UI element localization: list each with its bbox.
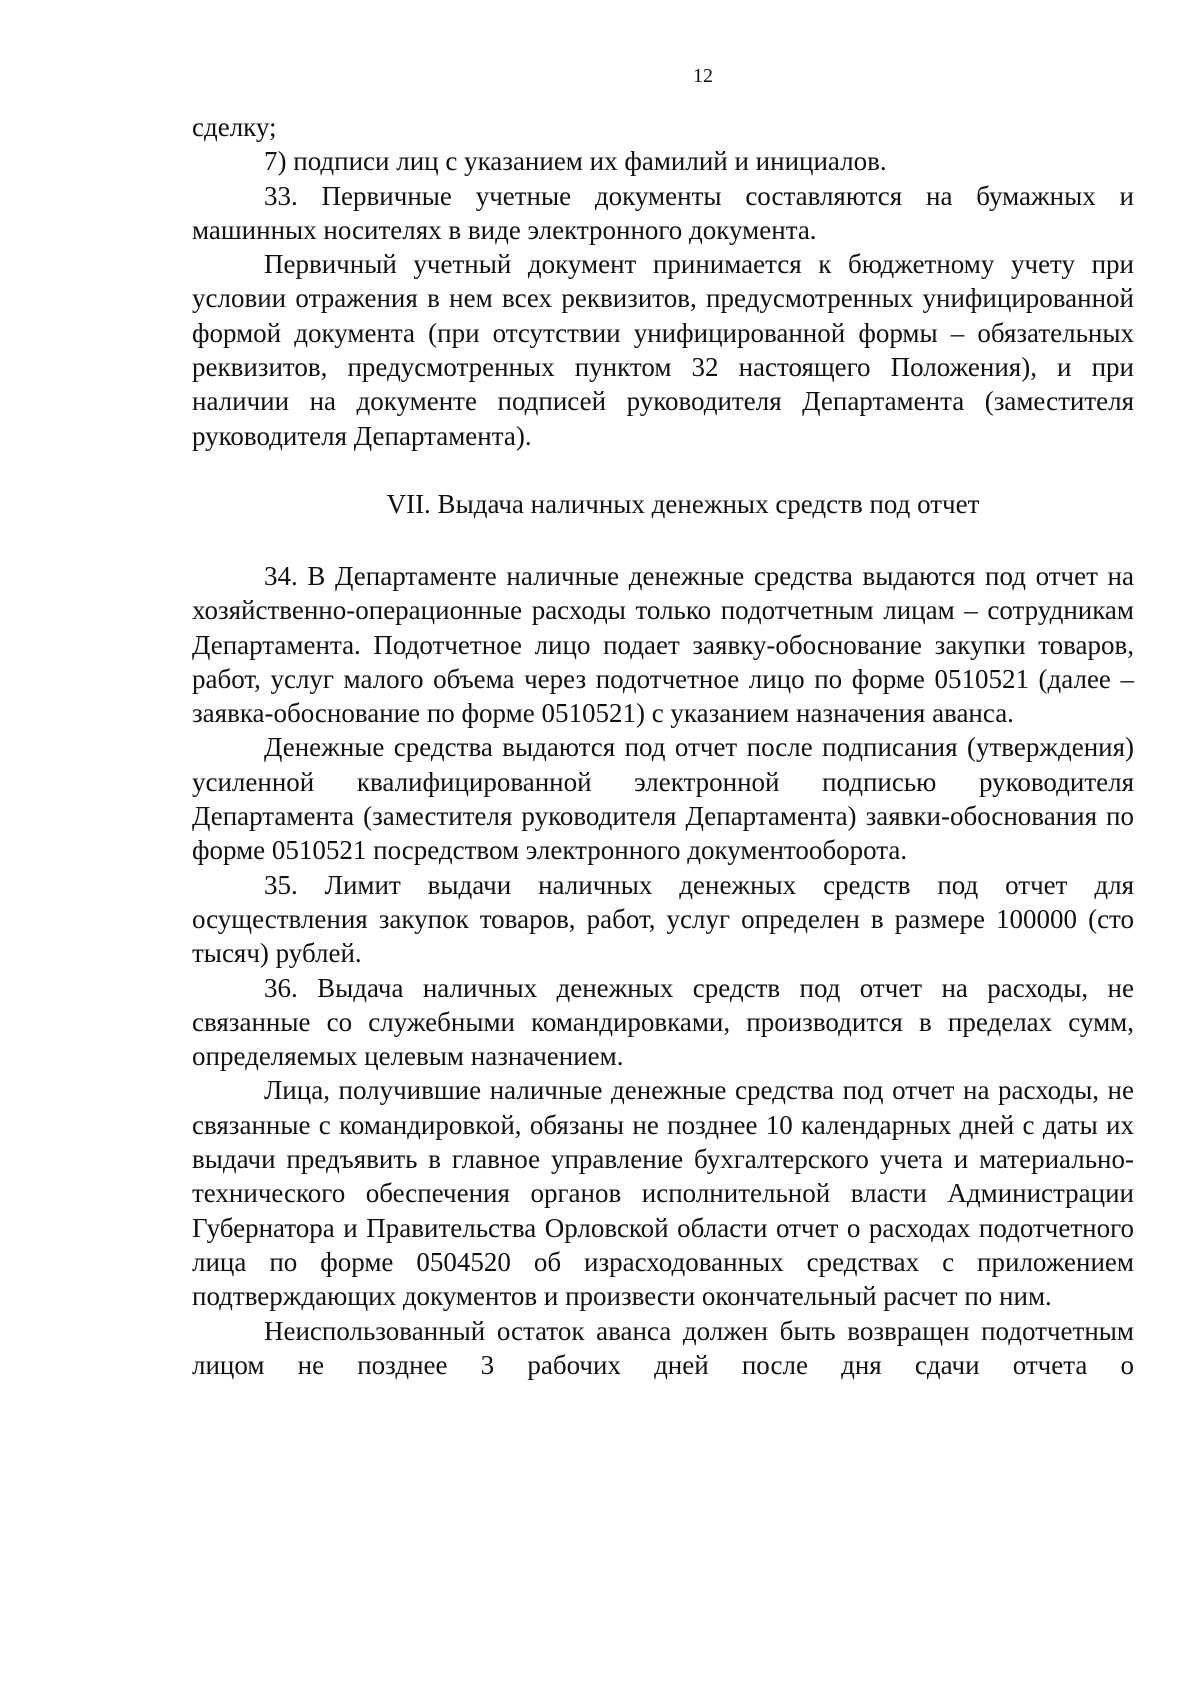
paragraph-34: 34. В Департаменте наличные денежные средства выдаются под отчет на хозяйственно-операционные расходы только подотчетным лицам – сотрудникам Департамента. Подотчетное лицо подает заявку-обоснование закупки товаров, работ, услуг малого объема через подотчетное лицо по форме 0510521 (далее – заявка-обоснование по форме 0510521) с указанием назначения аванса. <box>192 560 1134 729</box>
paragraph-33: 33. Первичные учетные документы составляются на бумажных и машинных носителях в виде электронного документа. <box>192 180 1134 245</box>
paragraph-33-acceptance: Первичный учетный документ принимается к бюджетному учету при условии отражения в нем всех реквизитов, предусмотренных унифицированной формой документа (при отсутствии унифицированной формы – обязательных реквизитов, предусмотренных пунктом 32 настоящего Положения), и при наличии на документе подписей руководителя Департамента (заместителя руководителя Департамента). <box>192 249 1134 451</box>
paragraph-35: 35. Лимит выдачи наличных денежных средств под отчет для осуществления закупок товаров, работ, услуг определен в размере 100000 (сто тысяч) рублей. <box>192 869 1134 969</box>
paragraph-36: 36. Выдача наличных денежных средств под отчет на расходы, не связанные со служебными командировками, производится в пределах сумм, определяемых целевым назначением. <box>192 972 1134 1072</box>
paragraph-36-remainder: Неиспользованный остаток аванса должен быть возвращен подотчетным лицом не позднее 3 рабочих дней после дня сдачи отчета о <box>192 1315 1134 1380</box>
page-number: 12 <box>693 65 713 87</box>
section-heading: VII. Выдача наличных денежных средств под отчет <box>386 488 980 519</box>
paragraph-34-issuance: Денежные средства выдаются под отчет после подписания (утверждения) усиленной квалифицированной электронной подписью руководителя Департамента (заместителя руководителя Департамента) заявки-обоснования по форме 0510521 посредством электронного документооборота. <box>192 732 1134 866</box>
paragraph-36-report: Лица, получившие наличные денежные средства под отчет на расходы, не связанные с командировкой, обязаны не позднее 10 календарных дней с даты их выдачи предъявить в главное управление бухгалтерского учета и материально-технического обеспечения органов исполнительной власти Администрации Губернатора и Правительства Орловской области отчет о расходах подотчетного лица по форме 0504520 об израсходованных средствах с приложением подтверждающих документов и произвести окончательный расчет по ним. <box>192 1075 1134 1312</box>
paragraph-continuation: сделку; <box>192 112 277 142</box>
paragraph-item-7: 7) подписи лиц с указанием их фамилий и инициалов. <box>264 146 887 177</box>
